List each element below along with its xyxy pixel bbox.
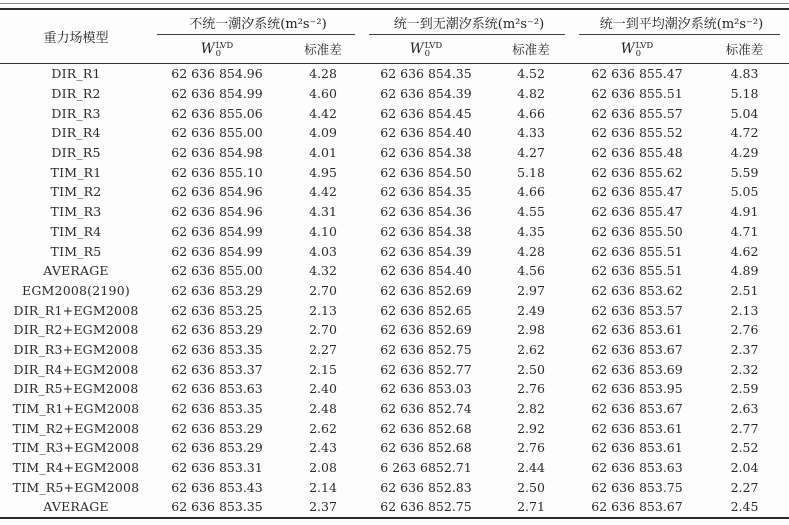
std-value-cell: 4.09	[309, 125, 337, 141]
w0-value-cell: 62 636 854.36	[380, 204, 472, 220]
std-value-cell: 2.62	[517, 341, 545, 357]
std-value-cell: 4.27	[517, 145, 545, 161]
std-value-cell: 4.03	[309, 243, 337, 259]
model-cell: DIR_R5	[51, 145, 101, 161]
w0-value-cell: 62 636 853.35	[171, 499, 263, 515]
model-cell: AVERAGE	[43, 499, 109, 515]
std-value-cell: 2.04	[730, 460, 759, 476]
w0-value-cell: 62 636 855.06	[171, 105, 263, 121]
model-cell: EGM2008(2190)	[22, 282, 130, 298]
model-cell: TIM_R1	[50, 164, 102, 180]
table-row	[0, 143, 789, 163]
w0-value-cell: 62 636 854.40	[380, 263, 472, 279]
std-value-cell: 2.92	[517, 420, 545, 436]
w0-value-cell: 62 636 854.39	[380, 243, 472, 259]
w0-value-cell: 62 636 853.67	[591, 341, 683, 357]
w0-value-cell: 62 636 853.62	[591, 282, 683, 298]
std-value-cell: 2.63	[730, 401, 759, 417]
w0-value-cell: 62 636 855.10	[171, 164, 263, 180]
table-row	[0, 477, 789, 497]
table-body	[0, 64, 789, 518]
std-value-cell: 4.91	[730, 204, 759, 220]
w0-value-cell: 62 636 853.35	[171, 401, 263, 417]
std-value-cell: 4.42	[309, 105, 337, 121]
std-value-cell: 2.98	[517, 322, 545, 338]
w0-value-cell: 62 636 854.98	[171, 145, 263, 161]
model-cell: DIR_R4+EGM2008	[13, 361, 139, 377]
model-cell: DIR_R2	[51, 86, 101, 102]
std-value-cell: 5.05	[730, 184, 759, 200]
col-group-title-nonunified: 不统一潮汐系统(m²s⁻²)	[152, 9, 364, 35]
table-row	[0, 438, 789, 458]
w0-value-cell: 62 636 855.47	[591, 66, 683, 82]
w0-value-cell: 62 636 852.69	[380, 322, 472, 338]
std-value-cell: 2.51	[730, 282, 759, 298]
w0-value-cell: 62 636 854.99	[171, 86, 263, 102]
std-value-cell: 4.32	[309, 263, 337, 279]
w0-value-cell: 62 636 852.75	[380, 499, 472, 515]
table-row	[0, 241, 789, 261]
model-cell: TIM_R5	[50, 243, 102, 259]
table-row	[0, 182, 789, 202]
w0-value-cell: 62 636 854.40	[380, 125, 472, 141]
w0-value-cell: 62 636 854.35	[380, 66, 472, 82]
std-value-cell: 4.72	[730, 125, 759, 141]
std-value-cell: 2.62	[309, 420, 337, 436]
table-row	[0, 222, 789, 242]
table-header	[0, 9, 789, 64]
std-value-cell: 5.18	[730, 86, 759, 102]
w0-value-cell: 62 636 855.00	[171, 263, 263, 279]
w0-value-cell: 62 636 852.68	[380, 420, 472, 436]
std-value-cell: 2.70	[309, 282, 337, 298]
w0-value-cell: 62 636 852.65	[380, 302, 472, 318]
std-value-cell: 4.71	[730, 223, 759, 239]
w0-value-cell: 62 636 854.99	[171, 243, 263, 259]
std-header-1: 标准差	[282, 35, 364, 64]
w0-value-cell: 62 636 855.57	[591, 105, 683, 121]
w0-value-cell: 62 636 852.68	[380, 440, 472, 456]
std-value-cell: 2.76	[517, 381, 545, 397]
std-value-cell: 5.04	[730, 105, 759, 121]
std-value-cell: 2.37	[730, 341, 759, 357]
table-row	[0, 103, 789, 123]
w0-value-cell: 62 636 853.29	[171, 322, 263, 338]
std-value-cell: 2.48	[309, 401, 337, 417]
model-cell: DIR_R5+EGM2008	[13, 381, 139, 397]
w0-value-cell: 62 636 854.99	[171, 223, 263, 239]
std-value-cell: 4.01	[309, 145, 337, 161]
std-value-cell: 2.76	[517, 440, 545, 456]
std-value-cell: 4.66	[517, 105, 545, 121]
row-header-label: 重力场模型	[0, 9, 152, 64]
w0-value-cell: 62 636 855.51	[591, 263, 683, 279]
std-value-cell: 4.95	[309, 164, 337, 180]
model-cell: TIM_R5+EGM2008	[12, 479, 140, 495]
w0-value-cell: 62 636 852.75	[380, 341, 472, 357]
model-cell: TIM_R3+EGM2008	[12, 440, 140, 456]
w0-value-cell: 62 636 853.63	[591, 460, 683, 476]
std-value-cell: 2.49	[517, 302, 545, 318]
std-value-cell: 4.89	[730, 263, 759, 279]
std-value-cell: 4.62	[730, 243, 759, 259]
table-row	[0, 418, 789, 438]
std-value-cell: 4.29	[730, 145, 759, 161]
std-value-cell: 2.59	[730, 381, 759, 397]
col-group-title-tidefree: 统一到无潮汐系统(m²s⁻²)	[364, 9, 574, 35]
std-value-cell: 2.27	[309, 341, 337, 357]
w0-value-cell: 62 636 854.35	[380, 184, 472, 200]
w0-value-cell: 6 263 6852.71	[380, 460, 472, 476]
std-value-cell: 4.10	[309, 223, 337, 239]
std-value-cell: 2.37	[309, 499, 337, 515]
w0-value-cell: 62 636 854.96	[171, 204, 263, 220]
model-cell: AVERAGE	[43, 263, 109, 279]
model-cell: TIM_R4	[50, 223, 102, 239]
w0-value-cell: 62 636 853.61	[591, 322, 683, 338]
tide-system-comparison-table	[0, 3, 789, 519]
std-value-cell: 2.45	[730, 499, 759, 515]
table-row	[0, 162, 789, 182]
std-value-cell: 2.27	[730, 479, 759, 495]
model-cell: TIM_R4+EGM2008	[12, 460, 140, 476]
w0-value-cell: 62 636 854.96	[171, 184, 263, 200]
table-row	[0, 261, 789, 281]
std-value-cell: 2.14	[309, 479, 337, 495]
model-cell: DIR_R3	[51, 105, 101, 121]
w0-value-cell: 62 636 853.57	[591, 302, 683, 318]
std-value-cell: 4.42	[309, 184, 337, 200]
w0-value-cell: 62 636 855.52	[591, 125, 683, 141]
w0-value-cell: 62 636 855.50	[591, 223, 683, 239]
w0-header-1: W LVD 0	[152, 35, 282, 64]
data-table	[0, 8, 789, 519]
table-row	[0, 399, 789, 419]
w0-value-cell: 62 636 853.25	[171, 302, 263, 318]
w0-value-cell: 62 636 854.38	[380, 223, 472, 239]
w0-value-cell: 62 636 854.39	[380, 86, 472, 102]
std-value-cell: 5.59	[730, 164, 759, 180]
std-value-cell: 4.82	[517, 86, 545, 102]
std-value-cell: 4.56	[517, 263, 545, 279]
std-value-cell: 2.52	[730, 440, 759, 456]
model-cell: TIM_R3	[50, 204, 102, 220]
std-value-cell: 2.40	[309, 381, 337, 397]
std-value-cell: 4.31	[309, 204, 337, 220]
std-value-cell: 2.50	[517, 479, 545, 495]
w0-value-cell: 62 636 852.69	[380, 282, 472, 298]
w0-value-cell: 62 636 855.62	[591, 164, 683, 180]
w0-value-cell: 62 636 853.67	[591, 499, 683, 515]
model-cell: DIR_R1+EGM2008	[13, 302, 139, 318]
w0-value-cell: 62 636 854.50	[380, 164, 472, 180]
w0-value-cell: 62 636 853.31	[171, 460, 263, 476]
w0-value-cell: 62 636 855.47	[591, 184, 683, 200]
table-row	[0, 84, 789, 104]
model-cell: DIR_R4	[51, 125, 101, 141]
std-value-cell: 2.15	[309, 361, 337, 377]
w0-value-cell: 62 636 854.96	[171, 66, 263, 82]
w0-value-cell: 62 636 855.48	[591, 145, 683, 161]
w0-value-cell: 62 636 853.95	[591, 381, 683, 397]
model-cell: DIR_R1	[51, 66, 101, 82]
w0-value-cell: 62 636 852.77	[380, 361, 472, 377]
w0-value-cell: 62 636 854.38	[380, 145, 472, 161]
column-group-row	[0, 9, 789, 35]
std-value-cell: 4.60	[309, 86, 337, 102]
w0-value-cell: 62 636 853.75	[591, 479, 683, 495]
std-value-cell: 2.43	[309, 440, 337, 456]
table-row	[0, 281, 789, 301]
std-value-cell: 2.50	[517, 361, 545, 377]
table-row	[0, 320, 789, 340]
w0-value-cell: 62 636 853.03	[380, 381, 472, 397]
std-value-cell: 4.28	[309, 66, 337, 82]
w0-value-cell: 62 636 853.29	[171, 282, 263, 298]
table-row	[0, 340, 789, 360]
model-cell: DIR_R3+EGM2008	[13, 341, 139, 357]
std-value-cell: 4.55	[517, 204, 545, 220]
std-value-cell: 2.32	[730, 361, 759, 377]
model-cell: TIM_R2	[50, 184, 102, 200]
table-row	[0, 458, 789, 478]
w0-value-cell: 62 636 852.74	[380, 401, 472, 417]
w0-value-cell: 62 636 853.67	[591, 401, 683, 417]
w0-value-cell: 62 636 855.47	[591, 204, 683, 220]
std-header-2: 标准差	[488, 35, 574, 64]
w0-value-cell: 62 636 853.35	[171, 341, 263, 357]
w0-value-cell: 62 636 854.45	[380, 105, 472, 121]
std-value-cell: 4.33	[517, 125, 545, 141]
w0-value-cell: 62 636 853.69	[591, 361, 683, 377]
std-value-cell: 2.82	[517, 401, 545, 417]
std-value-cell: 2.44	[517, 460, 545, 476]
table-row	[0, 300, 789, 320]
std-value-cell: 4.52	[517, 66, 545, 82]
model-cell: DIR_R2+EGM2008	[13, 322, 139, 338]
std-value-cell: 2.70	[309, 322, 337, 338]
table-row	[0, 123, 789, 143]
model-cell: TIM_R1+EGM2008	[12, 401, 140, 417]
w0-value-cell: 62 636 853.61	[591, 440, 683, 456]
col-group-title-meantide: 统一到平均潮汐系统(m²s⁻²)	[574, 9, 789, 35]
w0-value-cell: 62 636 855.51	[591, 86, 683, 102]
std-value-cell: 2.08	[309, 460, 337, 476]
std-value-cell: 4.35	[517, 223, 545, 239]
std-value-cell: 4.28	[517, 243, 545, 259]
std-value-cell: 2.71	[517, 499, 545, 515]
w0-value-cell: 62 636 852.83	[380, 479, 472, 495]
std-value-cell: 2.97	[517, 282, 545, 298]
w0-value-cell: 62 636 853.37	[171, 361, 263, 377]
std-value-cell: 2.77	[730, 420, 759, 436]
table-row	[0, 64, 789, 84]
std-value-cell: 2.76	[730, 322, 759, 338]
w0-value-cell: 62 636 855.00	[171, 125, 263, 141]
w0-header-2: W LVD 0	[364, 35, 488, 64]
std-value-cell: 2.13	[730, 302, 759, 318]
w0-value-cell: 62 636 853.29	[171, 420, 263, 436]
std-header-3: 标准差	[700, 35, 789, 64]
table-row	[0, 359, 789, 379]
std-value-cell: 2.13	[309, 302, 337, 318]
w0-value-cell: 62 636 853.63	[171, 381, 263, 397]
table-row	[0, 497, 789, 518]
w0-header-3: W LVD 0	[574, 35, 700, 64]
w0-value-cell: 62 636 853.29	[171, 440, 263, 456]
w0-value-cell: 62 636 853.43	[171, 479, 263, 495]
std-value-cell: 4.66	[517, 184, 545, 200]
std-value-cell: 5.18	[517, 164, 545, 180]
w0-value-cell: 62 636 855.51	[591, 243, 683, 259]
table-row	[0, 202, 789, 222]
table-row	[0, 379, 789, 399]
w0-value-cell: 62 636 853.61	[591, 420, 683, 436]
std-value-cell: 4.83	[730, 66, 759, 82]
model-cell: TIM_R2+EGM2008	[12, 420, 140, 436]
